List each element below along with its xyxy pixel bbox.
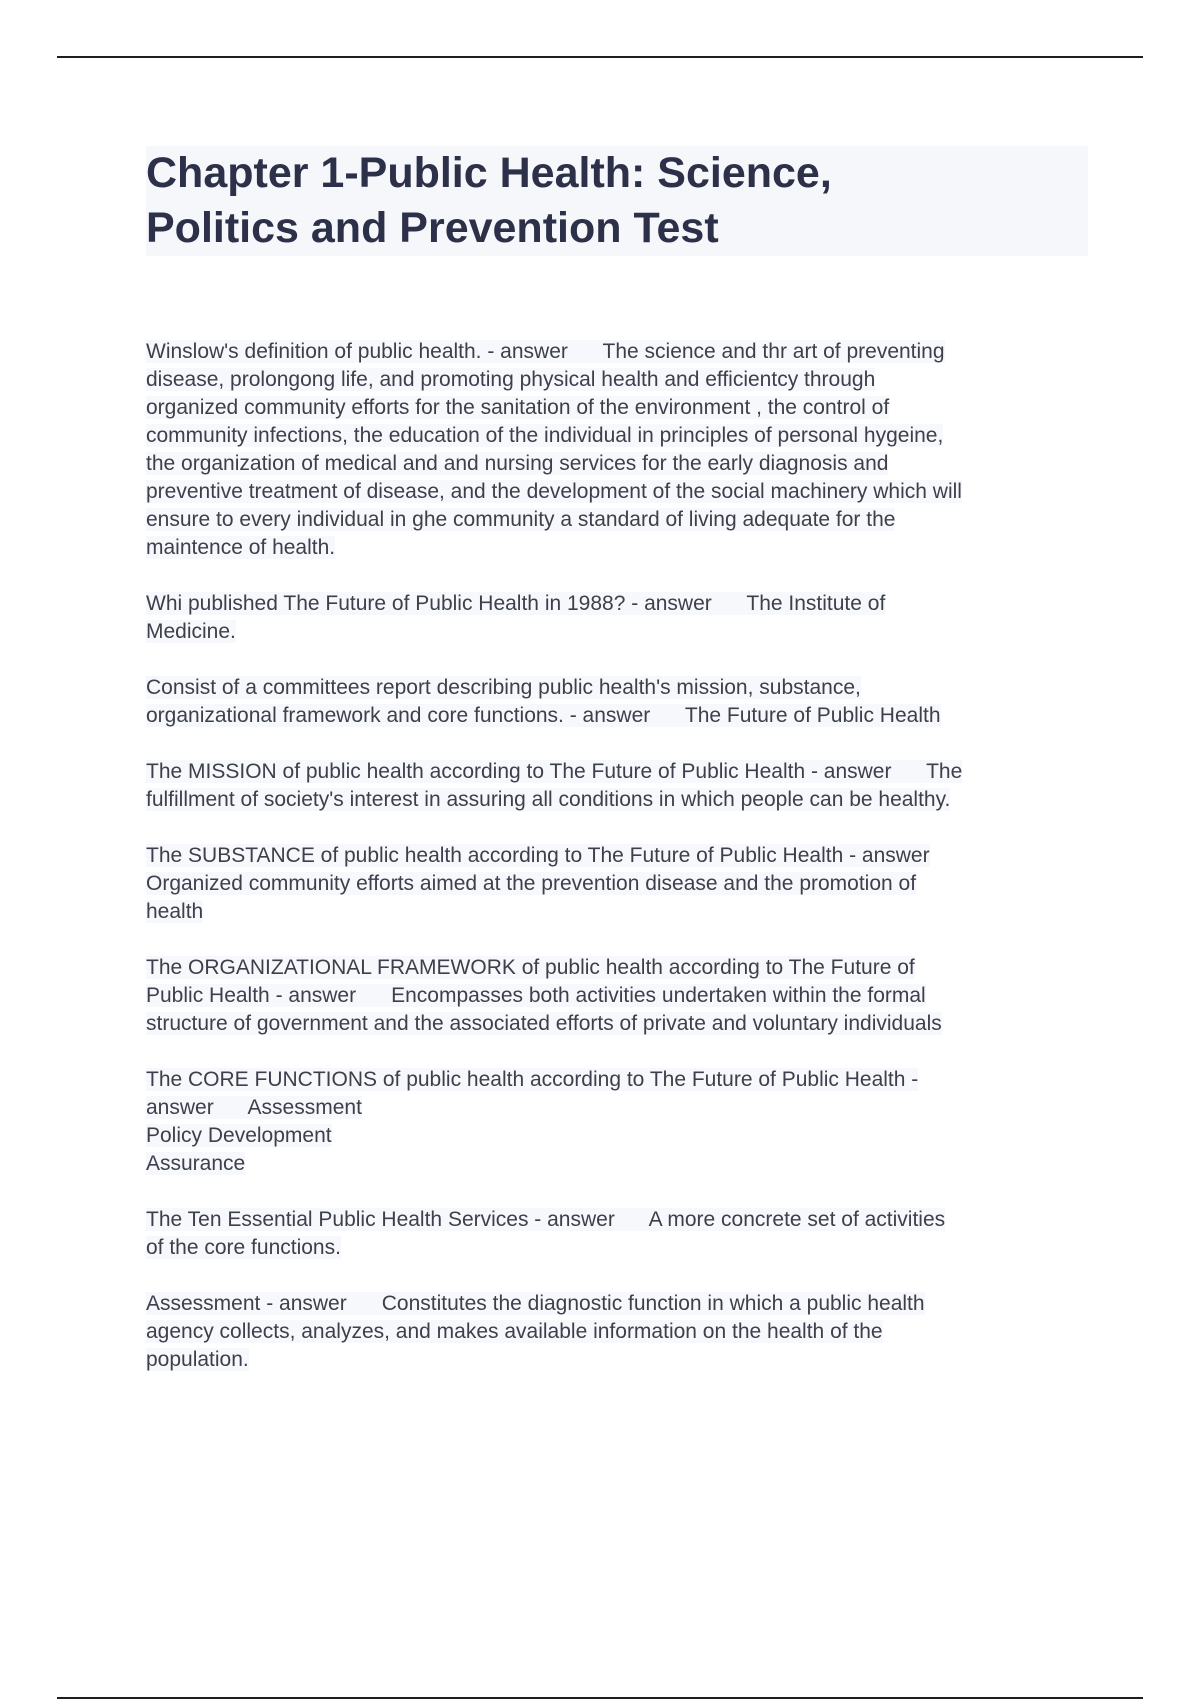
qa-entry-text: community infections, the education of the individual in principles of personal hygeine, xyxy=(146,424,944,447)
qa-entry-line xyxy=(146,590,1096,618)
qa-entry-line xyxy=(146,954,1096,982)
qa-entry-line xyxy=(146,898,1096,926)
qa-entry-line xyxy=(146,366,1096,394)
qa-entry-text: Winslow's definition of public health. - answer The science and thr art of preventing xyxy=(146,340,945,363)
page-title: Chapter 1-Public Health: Science, Politics and Prevention Test xyxy=(146,149,832,252)
qa-entry xyxy=(146,1066,1096,1178)
qa-entry-line xyxy=(146,1066,1096,1094)
qa-entry xyxy=(146,338,1096,562)
qa-entry-line xyxy=(146,394,1096,422)
qa-entry-line xyxy=(146,534,1096,562)
qa-entry-text: The SUBSTANCE of public health according to The Future of Public Health - answer xyxy=(146,844,930,867)
qa-entry xyxy=(146,1290,1096,1374)
qa-entry-text: Assessment - answer Constitutes the diagnostic function in which a public health xyxy=(146,1292,925,1315)
qa-entry-line xyxy=(146,1094,1096,1122)
qa-entry xyxy=(146,1206,1096,1262)
qa-entry-line xyxy=(146,338,1096,366)
qa-entry xyxy=(146,954,1096,1038)
qa-entry-text: ensure to every individual in ghe community a standard of living adequate for the xyxy=(146,508,896,531)
qa-entry-line xyxy=(146,1150,1096,1178)
qa-entry-text: fulfillment of society's interest in assuring all conditions in which people can be healthy. xyxy=(146,788,951,811)
qa-entry-text: Assurance xyxy=(146,1152,246,1175)
qa-entry-line xyxy=(146,1122,1096,1150)
qa-entry xyxy=(146,590,1096,646)
qa-entry xyxy=(146,842,1096,926)
qa-entry-text: Public Health - answer Encompasses both activities undertaken within the formal xyxy=(146,984,926,1007)
qa-entry-text: population. xyxy=(146,1348,249,1371)
qa-entry-line xyxy=(146,674,1096,702)
qa-entry-line xyxy=(146,1290,1096,1318)
qa-entry-line xyxy=(146,870,1096,898)
qa-entry-text: Consist of a committees report describing public health's mission, substance, xyxy=(146,676,861,699)
qa-entry-text: Whi published The Future of Public Health in 1988? - answer The Institute of xyxy=(146,592,886,615)
qa-entry-text: The CORE FUNCTIONS of public health according to The Future of Public Health - xyxy=(146,1068,919,1091)
qa-entry-line xyxy=(146,1206,1096,1234)
qa-entry-line xyxy=(146,1010,1096,1038)
qa-entry-text: answer Assessment xyxy=(146,1096,362,1119)
qa-entry-line xyxy=(146,702,1096,730)
qa-entry-line xyxy=(146,506,1096,534)
qa-entry-line xyxy=(146,786,1096,814)
qa-entry-line xyxy=(146,1318,1096,1346)
qa-entry-line xyxy=(146,1234,1096,1262)
qa-entry-line xyxy=(146,758,1096,786)
qa-entry-text: organizational framework and core functions. - answer The Future of Public Health xyxy=(146,704,941,727)
qa-entry-line xyxy=(146,478,1096,506)
qa-entry xyxy=(146,758,1096,814)
bottom-rule xyxy=(57,1697,1143,1699)
qa-entry-line xyxy=(146,1346,1096,1374)
qa-entry-line xyxy=(146,422,1096,450)
qa-entry-text: The MISSION of public health according to The Future of Public Health - answer The xyxy=(146,760,963,783)
title-block xyxy=(146,146,1088,256)
qa-entry-line xyxy=(146,982,1096,1010)
qa-entry-text: Policy Development xyxy=(146,1124,332,1147)
qa-entry-text: preventive treatment of disease, and the development of the social machinery which will xyxy=(146,480,962,503)
qa-entry-text: Medicine. xyxy=(146,620,236,643)
top-rule xyxy=(57,56,1143,58)
qa-entry-text: of the core functions. xyxy=(146,1236,341,1259)
qa-entry-text: disease, prolongong life, and promoting physical health and efficientcy through xyxy=(146,368,876,391)
qa-entry-line xyxy=(146,842,1096,870)
qa-entry-line xyxy=(146,450,1096,478)
qa-entry-line xyxy=(146,618,1096,646)
qa-list xyxy=(146,338,1096,1402)
qa-entry-text: health xyxy=(146,900,204,923)
qa-entry-text: organized community efforts for the sanitation of the environment , the control of xyxy=(146,396,890,419)
qa-entry-text: The Ten Essential Public Health Services - answer A more concrete set of activities xyxy=(146,1208,946,1231)
qa-entry-text: the organization of medical and and nursing services for the early diagnosis and xyxy=(146,452,889,475)
qa-entry-text: structure of government and the associated efforts of private and voluntary individuals xyxy=(146,1012,942,1035)
qa-entry xyxy=(146,674,1096,730)
qa-entry-text: maintence of health. xyxy=(146,536,336,559)
qa-entry-text: agency collects, analyzes, and makes available information on the health of the xyxy=(146,1320,883,1343)
qa-entry-text: The ORGANIZATIONAL FRAMEWORK of public health according to The Future of xyxy=(146,956,915,979)
qa-entry-text: Organized community efforts aimed at the prevention disease and the promotion of xyxy=(146,872,917,895)
